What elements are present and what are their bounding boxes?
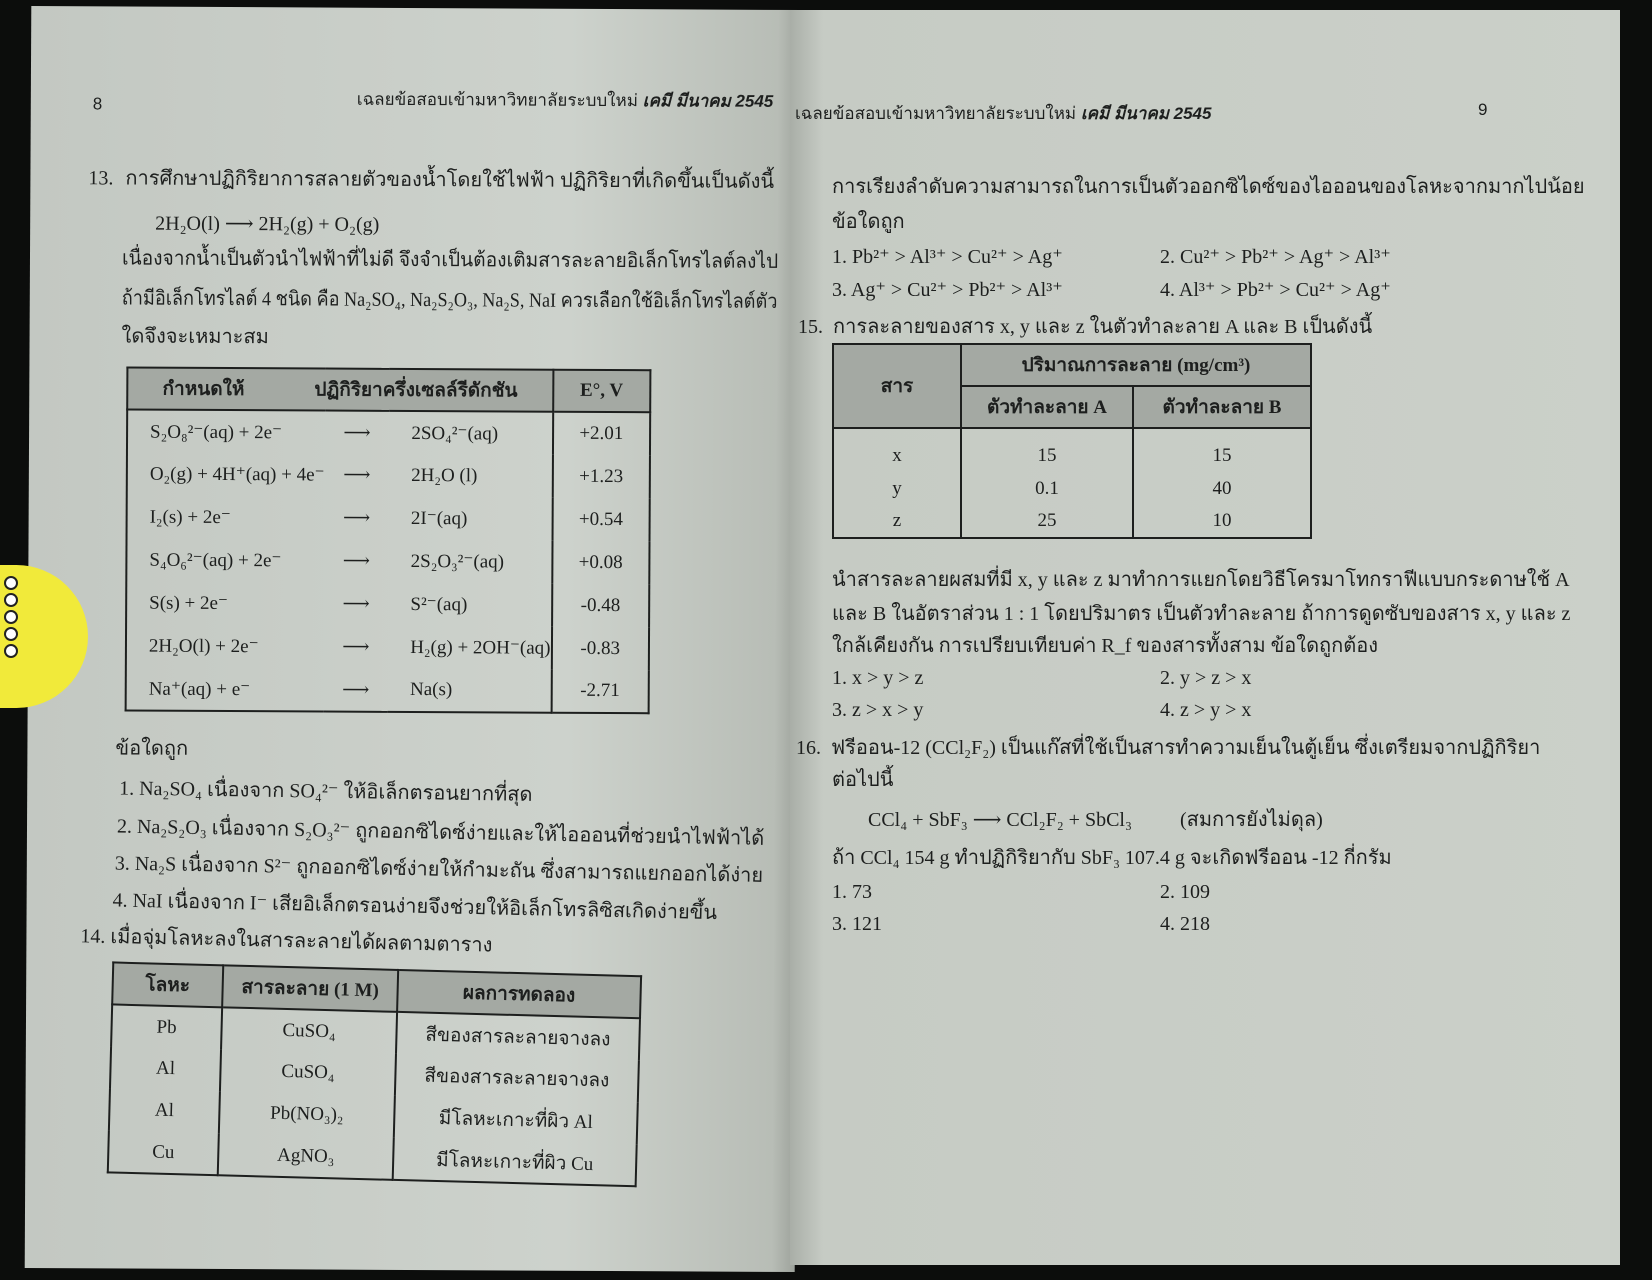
potential-cell: +2.01 — [553, 412, 651, 456]
header-subject: เคมี มีนาคม 2545 — [1080, 104, 1212, 123]
substance-cell: y — [833, 472, 961, 505]
q13-text: การศึกษาปฏิกิริยาการสลายตัวของน้ำโดยใช้ไฟฟ้า ปฏิกิริยาที่เกิดขึ้นเป็นดังนี้ — [125, 167, 775, 193]
col-header: สารละลาย (1 M) — [222, 965, 398, 1012]
q15-choice: 3. z > x > y — [832, 699, 924, 721]
q13-equation: 2H₂O(l) ⟶ 2H₂(g) + O₂(g) — [155, 212, 380, 236]
header-subject: เคมี มีนาคม 2545 — [642, 91, 774, 111]
reactant-cell: S₂O₈²⁻(aq) + 2e⁻ — [127, 410, 325, 454]
q13-body-line: ใดจึงจะเหมาะสม — [121, 325, 269, 349]
solution-cell: AgNO₃ — [218, 1133, 394, 1180]
q13-number: 13. — [88, 167, 114, 190]
page-number: 9 — [1478, 100, 1488, 119]
table-row — [833, 472, 1311, 505]
product-cell: S²⁻(aq) — [388, 583, 552, 627]
arrow-cell: ⟶ — [343, 464, 371, 486]
metal-cell: Cu — [108, 1130, 219, 1175]
product-cell: 2I⁻(aq) — [389, 497, 553, 541]
col-group-header: ปริมาณการละลาย (mg/cm³) — [961, 344, 1311, 386]
col-header: ตัวทำละลาย B — [1133, 386, 1311, 428]
q16-choice: 2. 109 — [1160, 881, 1210, 903]
half-reaction-table — [125, 366, 652, 714]
arrow-cell: ⟶ — [342, 550, 371, 572]
q15-header — [798, 315, 1372, 339]
running-header — [795, 100, 1211, 127]
solvent-a-cell: 25 — [961, 505, 1133, 538]
q14-choice: 3. Ag⁺ > Cu²⁺ > Pb²⁺ > Al³⁺ — [832, 279, 1063, 301]
reactant-cell: Na⁺(aq) + e⁻ — [126, 667, 324, 711]
q16-number: 16. — [796, 737, 821, 759]
col-header: กำหนดให้ ปฏิกิริยาครึ่งเซลล์รีดักชัน — [127, 368, 553, 412]
q16-question: ถ้า CCl₄ 154 g ทำปฏิกิริยากับ SbF₃ 107.4 g จะเกิดฟรีออน -12 กี่กรัม — [832, 847, 1392, 869]
reactant-cell: S(s) + 2e⁻ — [126, 581, 324, 625]
q14-choice: 2. Cu²⁺ > Pb²⁺ > Ag⁺ > Al³⁺ — [1160, 246, 1391, 268]
arrow-cell: ⟶ — [343, 422, 371, 444]
solution-cell: CuSO₄ — [221, 1007, 397, 1054]
q14-choice: 1. Pb²⁺ > Al³⁺ > Cu²⁺ > Ag⁺ — [832, 246, 1063, 268]
col-header-e: E°, V — [553, 370, 651, 413]
reactant-cell: I₂(s) + 2e⁻ — [127, 495, 325, 539]
result-cell: มีโลหะเกาะที่ผิว Cu — [393, 1138, 637, 1186]
table-row — [126, 624, 649, 670]
potential-cell: -2.71 — [551, 670, 649, 714]
q15-choice: 4. z > y > x — [1160, 699, 1252, 721]
q14-choice: 4. Al³⁺ > Pb²⁺ > Cu²⁺ > Ag⁺ — [1160, 279, 1391, 301]
q14-text: เมื่อจุ่มโลหะลงในสารละลายได้ผลตามตาราง — [110, 925, 493, 957]
metal-cell: Pb — [111, 1004, 222, 1049]
product-cell: 2SO₄²⁻(aq) — [389, 411, 553, 455]
solvent-b-cell: 10 — [1133, 505, 1311, 538]
product-cell: 2H₂O (l) — [389, 454, 553, 498]
table-row — [833, 428, 1311, 472]
q15-choice: 2. y > z > x — [1160, 667, 1252, 689]
product-cell: Na(s) — [388, 669, 552, 713]
q14-cont-text: การเรียงลำดับความสามารถในการเป็นตัวออกซิไดซ์ของไอออนของโลหะจากมากไปน้อย — [832, 176, 1585, 198]
q14-header — [80, 924, 493, 957]
result-cell: สีของสารละลายจางลง — [396, 1012, 640, 1060]
q15-body-line: และ B ในอัตราส่วน 1 : 1 โดยปริมาตร เป็นตัวทำละลาย ถ้าการดูดซับของสาร x, y และ z — [832, 603, 1571, 625]
q13-choice: 3. Na₂S เนื่องจาก S²⁻ ถูกออกซิไดซ์ง่ายให้กำมะถัน ซึ่งสามารถแยกออกได้ง่าย — [114, 852, 764, 887]
potential-cell: -0.83 — [551, 627, 649, 671]
table-row — [126, 538, 649, 584]
q15-text: การละลายของสาร x, y และ z ในตัวทำละลาย A และ B เป็นดังนี้ — [833, 316, 1373, 338]
table-row — [127, 410, 650, 456]
solvent-a-cell: 0.1 — [961, 472, 1133, 505]
running-header — [357, 86, 774, 115]
q15-choice: 1. x > y > z — [832, 667, 924, 689]
q13-choice: 2. Na₂S₂O₃ เนื่องจาก S₂O₃²⁻ ถูกออกซิไดซ์ง่ายและให้ไอออนที่ช่วยนำไฟฟ้าได้ — [116, 815, 765, 850]
col-header: สาร — [833, 344, 961, 428]
page-number: 8 — [92, 94, 103, 114]
result-cell: มีโลหะเกาะที่ผิว Al — [394, 1096, 638, 1144]
q16-choice: 3. 121 — [832, 913, 882, 935]
arrow-cell: ⟶ — [342, 593, 370, 615]
col-header: ตัวทำละลาย A — [961, 386, 1133, 428]
col-header: โลหะ — [112, 962, 223, 1007]
header-text: เฉลยข้อสอบเข้ามหาวิทยาลัยระบบใหม่ — [356, 89, 638, 111]
q16-equation: CCl₄ + SbF₃ ⟶ CCl₂F₂ + SbCl₃ — [868, 809, 1132, 831]
q15-body-line: นำสารละลายผสมที่มี x, y และ z มาทำการแยกโดยวิธีโครมาโทกราฟีแบบกระดาษใช้ A — [832, 569, 1570, 591]
header-text: เฉลยข้อสอบเข้ามหาวิทยาลัยระบบใหม่ — [795, 104, 1077, 123]
arrow-cell: ⟶ — [342, 507, 371, 529]
table-row — [833, 505, 1311, 538]
table-row — [126, 581, 649, 627]
q16-header — [796, 736, 1540, 760]
q15-number: 15. — [798, 316, 823, 338]
q14-number: 14. — [80, 925, 106, 948]
solution-cell: CuSO₄ — [220, 1049, 396, 1096]
solvent-a-cell: 15 — [961, 428, 1133, 472]
solvent-b-cell: 40 — [1133, 472, 1311, 505]
reactant-cell: O₂(g) + 4H⁺(aq) + 4e⁻ — [127, 452, 325, 496]
substance-cell: z — [833, 505, 961, 538]
table-row — [126, 667, 649, 713]
solubility-table — [832, 343, 1312, 539]
q14-cont-text: ข้อใดถูก — [832, 211, 905, 233]
product-cell: H₂(g) + 2OH⁻(aq) — [388, 626, 552, 670]
solution-cell: Pb(NO₃)₂ — [219, 1091, 395, 1138]
arrow-cell: ⟶ — [342, 636, 370, 658]
potential-cell: +1.23 — [552, 455, 650, 499]
q13-body-line: ถ้ามีอิเล็กโทรไลต์ 4 ชนิด คือ Na₂SO₄, Na₂S₂O₃, Na₂S, NaI ควรเลือกใช้อิเล็กโทรไลต์ตัว — [121, 287, 778, 313]
q15-body-line: ใกล้เคียงกัน การเปรียบเทียบค่า R_f ของสารทั้งสาม ข้อใดถูกต้อง — [832, 635, 1379, 657]
q16-equation-note: (สมการยังไม่ดุล) — [1180, 809, 1323, 831]
q13-body-line: เนื่องจากน้ำเป็นตัวนำไฟฟ้าที่ไม่ดี จึงจำเป็นต้องเติมสารละลายอิเล็กโทรไลต์ลงไป — [121, 247, 779, 273]
product-cell: 2S₂O₃²⁻(aq) — [389, 540, 553, 584]
metal-cell: Al — [109, 1088, 220, 1133]
q16-choice: 1. 73 — [832, 881, 872, 903]
q13-choice: 1. Na₂SO₄ เนื่องจาก SO₄²⁻ ให้อิเล็กตรอนยากที่สุด — [119, 777, 533, 806]
solvent-b-cell: 15 — [1133, 428, 1311, 472]
q16-text: ฟรีออน-12 (CCl₂F₂) เป็นแก๊สที่ใช้เป็นสารทำความเย็นในตู้เย็น ซึ่งเตรียมจากปฏิกิริยา — [831, 737, 1541, 759]
potential-cell: +0.54 — [552, 498, 650, 542]
reactant-cell: S₄O₆²⁻(aq) + 2e⁻ — [126, 538, 324, 582]
arrow-cell: ⟶ — [323, 669, 388, 712]
q16-choice: 4. 218 — [1160, 913, 1210, 935]
q16-text: ต่อไปนี้ — [832, 769, 894, 791]
result-cell: สีของสารละลายจางลง — [395, 1054, 639, 1102]
metal-cell: Al — [110, 1046, 221, 1091]
metal-solution-table — [107, 961, 642, 1187]
table-row — [127, 452, 650, 498]
right-page — [790, 10, 1620, 1265]
q13-prompt: ข้อใดถูก — [115, 737, 189, 760]
substance-cell: x — [833, 428, 961, 472]
reactant-cell: 2H₂O(l) + 2e⁻ — [126, 624, 324, 668]
col-header: ผลการทดลอง — [397, 970, 641, 1018]
q13-choice: 4. NaI เนื่องจาก I⁻ เสียอิเล็กตรอนง่ายจึงช่วยให้อิเล็กโทรลิซิสเกิดง่ายขึ้น — [112, 889, 718, 925]
potential-cell: +0.08 — [552, 541, 650, 585]
left-page — [25, 6, 802, 1272]
potential-cell: -0.48 — [552, 584, 650, 628]
table-row — [127, 495, 650, 541]
